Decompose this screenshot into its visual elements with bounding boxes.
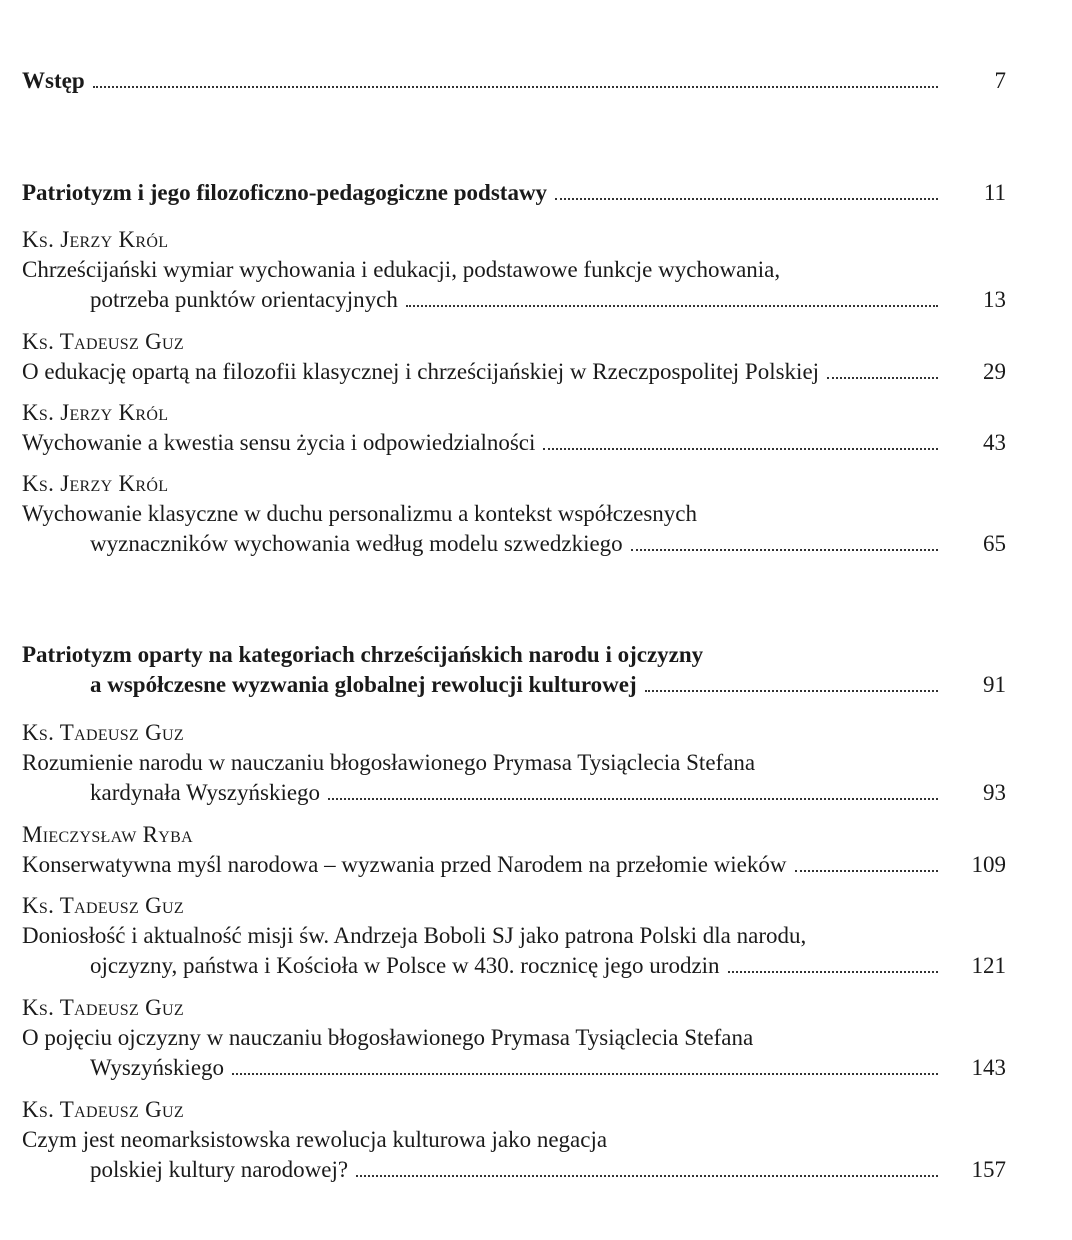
dot-leader (328, 792, 938, 800)
toc-line (22, 357, 1006, 387)
entry-author: Ks. Tadeusz Guz (22, 995, 184, 1020)
toc-entry (22, 1095, 1006, 1185)
entry-title: Czym jest neomarksistowska rewolucja kulturowa jako negacja (22, 1127, 608, 1152)
entry-title: Wychowanie klasyczne w duchu personalizmu a kontekst współczesnych (22, 501, 697, 526)
entry-page: 65 (983, 531, 1006, 556)
toc-entry (22, 820, 1006, 880)
entry-author: Ks. Tadeusz Guz (22, 329, 184, 354)
toc-line (22, 951, 1006, 981)
entry-author: Ks. Tadeusz Guz (22, 720, 184, 745)
dot-leader (827, 371, 938, 379)
toc-line (22, 285, 1006, 315)
dot-leader (356, 1169, 938, 1177)
toc-line (22, 499, 1006, 529)
entry-author: Ks. Jerzy Król (22, 227, 169, 252)
toc-line (22, 921, 1006, 951)
section-title: Patriotyzm i jego filozoficzno-pedagogiczne podstawy (22, 180, 548, 205)
dot-leader (645, 684, 938, 692)
dot-leader (795, 864, 939, 872)
toc-line (22, 640, 1006, 670)
toc-line (22, 748, 1006, 778)
toc-line (22, 428, 1006, 458)
toc-section-1 (22, 178, 1006, 208)
entry-page: 109 (971, 852, 1006, 877)
entry-author: Ks. Jerzy Król (22, 471, 169, 496)
toc-entry (22, 398, 1006, 458)
toc-line (22, 1053, 1006, 1083)
entry-title: Rozumienie narodu w nauczaniu błogosławionego Prymasa Tysiąclecia Stefana (22, 750, 756, 775)
dot-leader (406, 299, 938, 307)
entry-title: Doniosłość i aktualność misji św. Andrzeja Boboli SJ jako patrona Polski dla narodu, (22, 923, 807, 948)
toc-entry (22, 469, 1006, 559)
entry-page: 143 (971, 1055, 1006, 1080)
entry-title: Konserwatywna myśl narodowa – wyzwania przed Narodem na przełomie wieków (22, 852, 787, 877)
intro-page: 7 (994, 68, 1006, 93)
dot-leader (631, 543, 938, 551)
entry-author: Ks. Tadeusz Guz (22, 893, 184, 918)
entry-title: O pojęciu ojczyzny w nauczaniu błogosławionego Prymasa Tysiąclecia Stefana (22, 1025, 754, 1050)
entry-author: Mieczysław Ryba (22, 822, 193, 847)
toc-line (22, 529, 1006, 559)
toc-line (22, 66, 1006, 96)
dot-leader (232, 1067, 938, 1075)
toc-entry (22, 993, 1006, 1083)
toc-entry (22, 891, 1006, 981)
toc-line (22, 1155, 1006, 1185)
entry-title-cont: polskiej kultury narodowej? (90, 1157, 349, 1182)
entry-title-cont: potrzeba punktów orientacyjnych (90, 287, 398, 312)
entry-page: 29 (983, 359, 1006, 384)
toc-line (22, 178, 1006, 208)
toc-entry (22, 718, 1006, 808)
section-page: 11 (983, 180, 1006, 205)
entry-page: 93 (983, 780, 1006, 805)
toc-line (22, 255, 1006, 285)
entry-title: Chrześcijański wymiar wychowania i edukacji, podstawowe funkcje wychowania, (22, 257, 781, 282)
dot-leader (543, 442, 938, 450)
entry-page: 13 (983, 287, 1006, 312)
entry-title-cont: wyznaczników wychowania według modelu szwedzkiego (90, 531, 623, 556)
entry-title: Wychowanie a kwestia sensu życia i odpowiedzialności (22, 430, 536, 455)
toc-line (22, 778, 1006, 808)
entry-page: 157 (971, 1157, 1006, 1182)
entry-author: Ks. Jerzy Król (22, 400, 169, 425)
entry-author: Ks. Tadeusz Guz (22, 1097, 184, 1122)
toc-line (22, 670, 1006, 700)
entry-title-cont: kardynała Wyszyńskiego (90, 780, 321, 805)
dot-leader (728, 965, 938, 973)
toc-intro (22, 66, 1006, 96)
entry-title: O edukację opartą na filozofii klasycznej i chrześcijańskiej w Rzeczpospolitej Polskiej (22, 359, 820, 384)
toc-line (22, 1023, 1006, 1053)
toc-line (22, 1125, 1006, 1155)
toc-section-2 (22, 640, 1006, 700)
entry-page: 121 (971, 953, 1006, 978)
toc-line (22, 850, 1006, 880)
section-title-cont: a współczesne wyzwania globalnej rewolucji kulturowej (90, 672, 637, 697)
entry-page: 43 (983, 430, 1006, 455)
entry-title-cont: ojczyzny, państwa i Kościoła w Polsce w 430. rocznicę jego urodzin (90, 953, 720, 978)
dot-leader (93, 80, 938, 88)
entry-title-cont: Wyszyńskiego (90, 1055, 225, 1080)
section-title: Patriotyzm oparty na kategoriach chrześcijańskich narodu i ojczyzny (22, 642, 704, 667)
dot-leader (555, 192, 938, 200)
toc-entry (22, 327, 1006, 387)
toc-entry (22, 225, 1006, 315)
intro-title: Wstęp (22, 68, 85, 93)
section-page: 91 (983, 672, 1006, 697)
